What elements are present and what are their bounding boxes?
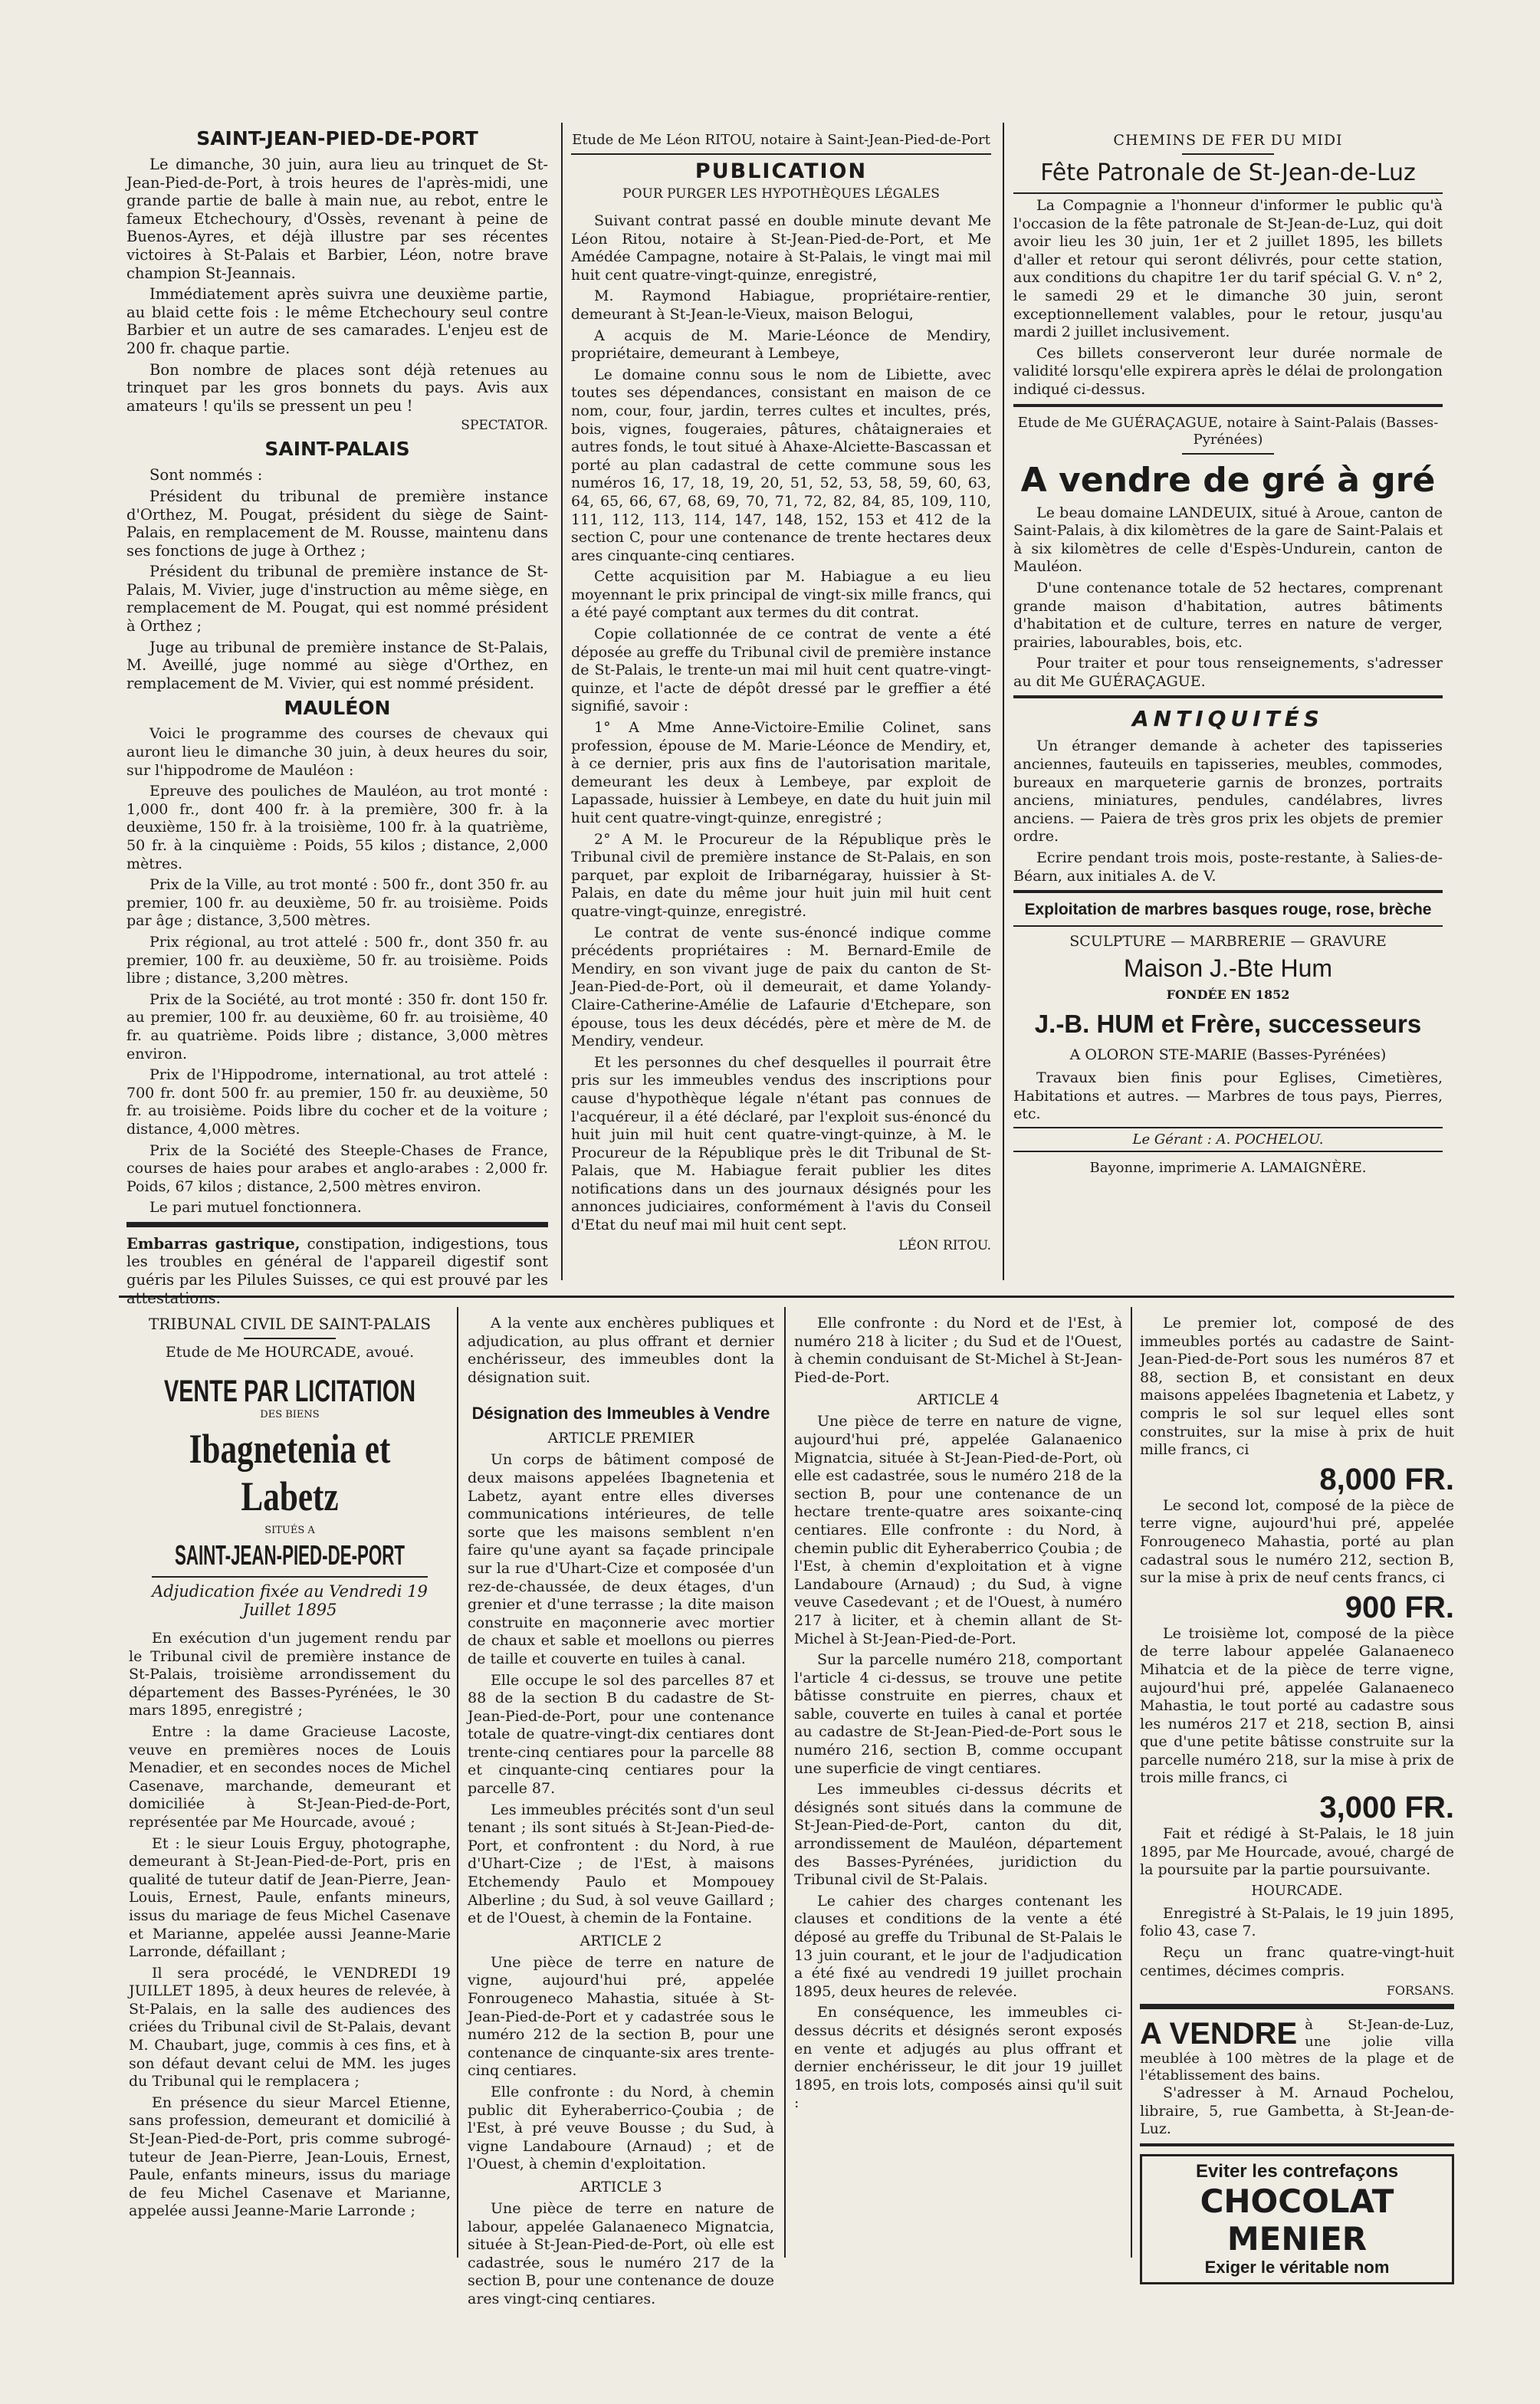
legal-paragraph: Sur la parcelle numéro 218, comportant l'article 4 ci-dessus, se trouve une petite bâtisse construite en pierres, chaux et sable, couverte en tuiles à canal et portée au cadastre de St-Jean-Pied-de-Port sous le numéro 216, section B, comme occupant une superficie de vingt centiares. [794, 1651, 1122, 1777]
notice-subtitle: POUR PURGER LES HYPOTHÈQUES LÉGALES [622, 186, 940, 202]
lot-paragraph: Le troisième lot, composé de la pièce de terre labour appelée Galanaeneco Mihatcia et de la pièce de terre vigne, aujourd'hui pré, appelée Galanaeneco Mahastia, le tout porté au cadastre sous les numéros 217 et 218, section B, ainsi que d'une petite bâtisse construite sur la parcelle numéro 218, sur la mise à prix de trois mille francs, ci [1140, 1624, 1454, 1787]
lot-paragraph: Le premier lot, composé de des immeubles portés au cadastre de Saint-Jean-Pied-de-Port sous les numéros 87 et 88, section B, et consistant en deux maisons appelées Ibagnetenia et Labetz, y compris le sol sur lequel elles sont construites, sur la mise à prix de huit mille francs, ci [1140, 1315, 1454, 1459]
legal-paragraph: Elle confronte : du Nord, à chemin public dit Eyheraberrico-Çoubia ; de l'Est, à pré veuve Bousse ; du Sud, à vigne Landaboure (Arnaud) ; et de l'Ouest, à chemin d'exploitation. [468, 2083, 774, 2173]
signature: SPECTATOR. [461, 418, 548, 434]
lot-price: 900 FR. [1345, 1590, 1454, 1624]
notice-paragraph: 1° A Mme Anne-Victoire-Emilie Colinet, sans profession, épouse de M. Marie-Léonce de Mendiry, et, à ce dernier, pris aux fins de l'autorisation maritale, demeurant les deux à Lembeye, par exploit de Lapassade, huissier à Lembeye, en date du huit juin mil huit cent quatre-vingt-quinze, enregistré ; [571, 719, 991, 826]
advert-title: A VENDRE [1140, 2017, 1298, 2051]
legal-title: Ibagnetenia et Labetz [189, 1426, 391, 1519]
bottom-column-3 [794, 1315, 1122, 2258]
bottom-column-2 [468, 1315, 774, 2307]
column-rule [784, 1307, 786, 2258]
article-title: SAINT-PALAIS [264, 438, 410, 461]
column-1 [126, 123, 548, 1307]
advert-text: à St-Jean-de-Luz, une jolie villa meublée à 100 mètres de la plage et de l'établissement des bains. [1140, 2017, 1454, 2084]
notice-paragraph: A acquis de M. Marie-Léonce de Mendiry, propriétaire, demeurant à Lembeye, [571, 327, 991, 363]
article-paragraph: Le dimanche, 30 juin, aura lieu au trinquet de St-Jean-Pied-de-Port, à trois heures de l'après-midi, une grande partie de balle à main nue, au rebot, entre le fameux Etchechoury, d'Ossès, revenant à peine de Buenos-Ayres, et déjà illustre par ses récentes victoires à St-Palais et Barbier, Léon, notre brave champion St-Jeannais. [126, 156, 548, 282]
advert-lead: Embarras gastrique, [126, 1234, 300, 1253]
advert-line: Maison J.-Bte Hum [1123, 954, 1333, 983]
legal-paragraph: Fait et rédigé à St-Palais, le 18 juin 1895, par Me Hourcade, avoué, chargé de la poursuite par la partie poursuivante. [1140, 1825, 1454, 1879]
gerant-line: Le Gérant : A. POCHELOU. [1132, 1131, 1324, 1148]
advert-line: Eviter les contrefaçons [1195, 2161, 1399, 2182]
advert-paragraph: Un étranger demande à acheter des tapisseries anciennes, fauteuils en tapisseries, meubles, commodes, bureaux en marqueterie garnis de bronzes, portraits anciens, miniatures, pendules, candélabres, livres anciens. — Paiera de très gros prix les objets de premier ordre. [1013, 737, 1443, 846]
signature: HOURCADE. [1251, 1882, 1343, 1899]
divider [1013, 404, 1443, 407]
signature: FORSANS. [1386, 1983, 1454, 1998]
advert-paragraph: Pour traiter et pour tous renseignements, s'adresser au dit Me GUÉRAÇAGUE. [1013, 655, 1443, 690]
column-rule [1003, 123, 1004, 1280]
article-title: MAULÉON [284, 697, 391, 720]
notice-paragraph: Le domaine connu sous le nom de Libiette, avec toutes ses dépendances, consistant en maison de ce nom, cour, four, jardin, terres cultes et incultes, prés, bois, vignes, fougeraies, pâtures, châtaigneraies et autres fonds, le tout situé à Ahaxe-Alciette-Bascassan et porté au plan cadastral de cette commune sous les numéros 16, 17, 18, 19, 20, 51, 52, 53, 58, 59, 60, 63, 64, 65, 66, 67, 68, 69, 70, 71, 72, 82, 84, 85, 109, 110, 111, 112, 113, 114, 147, 148, 152, 153 et 412 de la section C, pour une contenance de trente hectares deux ares cinquante-cinq centiares. [571, 366, 991, 564]
printer-line: Bayonne, imprimerie A. LAMAIGNÈRE. [1089, 1160, 1367, 1176]
lot-price: 8,000 FR. [1319, 1462, 1454, 1496]
divider [1140, 2143, 1454, 2146]
article-paragraph: Epreuve des pouliches de Mauléon, au trot monté : 1,000 fr., dont 400 fr. à la première, 300 fr. à la deuxième, 150 fr. à la troisième, 100 fr. à la quatrième, 50 fr. à la cinquième : Poids, 55 kilos ; distance, 2,000 mètres. [126, 783, 548, 872]
article-title: SAINT-JEAN-PIED-DE-PORT [196, 127, 478, 149]
divider [1140, 2004, 1454, 2009]
divider [1013, 1151, 1443, 1152]
section-title: ARTICLE 2 [580, 1932, 662, 1949]
notice-paragraph: Le contrat de vente sus-énoncé indique comme précédents propriétaires : M. Bernard-Emile de Mendiry, en son vivant juge de paix du canton de St-Jean-Pied-de-Port, où il demeurait, et dame Yolandy-Claire-Catherine-Amélie de Lafaurie d'Etchepare, son épouse, tous les deux décédés, père et mère de M. de Mendiry, vendeur. [571, 924, 991, 1050]
divider [1013, 192, 1443, 194]
advert-line: A OLORON STE-MARIE (Basses-Pyrénées) [1069, 1046, 1387, 1064]
notice-paragraph: Copie collationnée de ce contrat de vente a été déposée au greffe du Tribunal civil de première instance de St-Palais, le trente-un mai mil huit cent quatre-vingt-quinze, et l'acte de dépôt dressé par le greffier a été signifié, savoir : [571, 626, 991, 715]
advert-title: A vendre de gré à gré [1020, 460, 1436, 500]
article-paragraph: Prix de la Société des Steeple-Chases de France, courses de haies pour arabes et anglo-arabes : 2,000 fr. Poids, 67 kilos ; distance, 2,500 mètres environ. [126, 1141, 548, 1195]
column-3 [1013, 132, 1443, 1288]
adjudication-date: Adjudication fixée au Vendredi 19 Juillet 1895 [152, 1582, 428, 1619]
advert-text: constipation, indigestions, tous les troubles en général de l'appareil digestif sont guéris par les Pilules Suisses, ce qui est prouvé par les attestations. [126, 1234, 548, 1307]
notice-paragraph: M. Raymond Habiague, propriétaire-rentier, demeurant à St-Jean-le-Vieux, maison Belogui, [571, 287, 991, 323]
notice-paragraph: La Compagnie a l'honneur d'informer le public qu'à l'occasion de la fête patronale de St-Jean-de-Luz, qui doit avoir lieu les 30 juin, 1er et 2 juillet 1895, les billets d'aller et retour qui seront délivrés, pour cette station, aux conditions du chapitre 1er du tarif spécial G. V. n° 2, le samedi 29 et le dimanche 30 juin, seront exceptionnellement valables, pour le retour, jusqu'au mardi 2 juillet inclusivement. [1013, 197, 1443, 341]
article-paragraph: Le pari mutuel fonctionnera. [149, 1199, 362, 1217]
column-rule [457, 1307, 458, 2258]
legal-paragraph: Enregistré à St-Palais, le 19 juin 1895, folio 43, case 7. [1140, 1904, 1454, 1940]
advert-line: J.-B. HUM et Frère, successeurs [1034, 1010, 1422, 1039]
bottom-column-4 [1140, 1315, 1454, 2277]
legal-title: DES BIENS [260, 1409, 320, 1420]
column-rule [1131, 1307, 1132, 2258]
advert-title: Exploitation de marbres basques rouge, rose, brèche [1024, 901, 1432, 919]
advert-line: FONDÉE EN 1852 [1166, 987, 1290, 1003]
column-2 [571, 132, 991, 1288]
section-title: ARTICLE PREMIER [547, 1430, 694, 1447]
legal-paragraph: Une pièce de terre en nature de labour, appelée Galanaeneco Mignatcia, située à St-Jean-Pied-de-Port, où elle est cadastrée, sous le numéro 217 de la section B, pour une contenance de douze ares vingt-cinq centiares. [468, 2199, 774, 2307]
notice-paragraph: Ces billets conserveront leur durée normale de validité lorsqu'elle expirera après le délai de prolongation indiqué ci-dessus. [1013, 344, 1443, 398]
legal-paragraph: Reçu un franc quatre-vingt-huit centimes, décimes compris. [1140, 1944, 1454, 1979]
advert-paragraph [126, 1235, 548, 1307]
notice-paragraph: Cette acquisition par M. Habiague a eu lieu moyennant le prix principal de vingt-six mille francs, qui a été payé comptant aux termes du dit contrat. [571, 568, 991, 622]
legal-header: Etude de Me HOURCADE, avoué. [165, 1344, 415, 1361]
legal-paragraph: En présence du sieur Marcel Etienne, sans profession, demeurant et domicilié à St-Jean-Pied-de-Port, pris comme subrogé-tuteur de Jean-Pierre, Jean-Louis, Ernest, Paule, enfants mineurs, issus du mariage de feu Michel Casenave et Marianne, appelée aussi Jeanne-Marie Larronde ; [129, 2094, 451, 2220]
advert-paragraph: D'une contenance totale de 52 hectares, comprenant grande maison d'habitation, autres bâtiments d'habitation et de culture, terres en nature de verger, prairies, labourables, bois, etc. [1013, 579, 1443, 651]
legal-header: TRIBUNAL CIVIL DE SAINT-PALAIS [148, 1315, 432, 1333]
divider [1013, 925, 1443, 927]
legal-title: SAINT-JEAN-PIED-DE-PORT [174, 1539, 406, 1571]
column-rule [561, 123, 563, 1280]
article-paragraph: Prix de l'Hippodrome, international, au trot attelé : 700 fr. dont 500 fr. au premier, 150 fr. au deuxième, 50 fr. au troisième. Poids libre du cocher et de la voiture ; distance, 4,000 mètres. [126, 1066, 548, 1138]
divider [571, 153, 991, 155]
lot-price: 3,000 FR. [1319, 1791, 1454, 1825]
legal-paragraph: En exécution d'un jugement rendu par le Tribunal civil de première instance de St-Palais, troisième arrondissement du département des Basses-Pyrénées, le 30 mars 1895, enregistré ; [129, 1630, 451, 1719]
legal-paragraph: Entre : la dame Gracieuse Lacoste, veuve en premières noces de Louis Menadier, et en secondes noces de Michel Casenave, marchande, demeurant et domiciliée à St-Jean-Pied-de-Port, représentée par Me Hourcade, avoué ; [129, 1723, 451, 1831]
article-paragraph: Prix de la Ville, au trot monté : 500 fr., dont 350 fr. au premier, 100 fr. au deuxième, 50 fr. au troisième. Poids par âge ; distance, 3,500 mètres. [126, 876, 548, 930]
article-paragraph: Bon nombre de places sont déjà retenues au trinquet par les gros bonnets du pays. Avis aux amateurs ! qu'ils se pressent un peu ! [126, 360, 548, 415]
advert-line: SCULPTURE — MARBRERIE — GRAVURE [1069, 933, 1387, 951]
legal-paragraph: Le cahier des charges contenant les clauses et conditions de la vente a été déposé au greffe du Tribunal de St-Palais le 13 juin courant, et le jour de l'adjudication a été fixé au vendredi 19 juillet prochain 1895, deux heures de relevée. [794, 1892, 1122, 2000]
advert-paragraph: Travaux bien finis pour Eglises, Cimetières, Habitations et autres. — Marbres de tous pays, Pierres, etc. [1013, 1069, 1443, 1123]
legal-paragraph: A la vente aux enchères publiques et adjudication, au plus offrant et dernier enchérisseur, des immeubles dont la désignation suit. [468, 1315, 774, 1386]
legal-paragraph: Les immeubles précités sont d'un seul tenant ; ils sont situés à St-Jean-Pied-de-Port, et confrontent : du Nord, à rue d'Uhart-Cize ; de l'Est, à maisons Etchemendy Paulo et Mompouey Alberline ; du Sud, à sol veuve Gaillard ; et de l'Ouest, à chemin de la Fontaine. [468, 1801, 774, 1927]
notice-header: CHEMINS DE FER DU MIDI [1113, 132, 1343, 149]
legal-paragraph: Elle occupe le sol des parcelles 87 et 88 de la section B du cadastre de St-Jean-Pied-de-Port, pour une contenance totale de quatre-vingt-dix centiares dont trente-cinq centiares pour la parcelle 88 et cinquante-cinq centiares pour la parcelle 87. [468, 1671, 774, 1798]
legal-paragraph: Un corps de bâtiment composé de deux maisons appelées Ibagnetenia et Labetz, ayant entre elles diverses communications intérieures, de telle sorte que les maisons semblent n'en faire qu'une ayant sa façade principale sur la rue d'Uhart-Cize et composée d'un rez-de-chaussée, de deux étages, d'un grenier et d'une terrasse ; la dite maison construite en maçonnerie avec mortier de chaux et sable et moellons ou pierres de taille et couverte en tuiles à canal. [468, 1451, 774, 1667]
divider [152, 1576, 428, 1578]
legal-paragraph: En conséquence, les immeubles ci-dessus décrits et désignés seront exposés en vente et adjugés au plus offrant et dernier enchérisseur, le dit jour 19 juillet 1895, en trois lots, composés ainsi qu'il suit : [794, 2004, 1122, 2112]
advert-title: ANTIQUITÉS [1132, 706, 1324, 732]
advert-paragraph: S'adresser à M. Arnaud Pochelou, libraire, 5, rue Gambetta, à St-Jean-de-Luz. [1140, 2084, 1454, 2138]
legal-paragraph: Et : le sieur Louis Erguy, photographe, demeurant à St-Jean-Pied-de-Port, pris en qualité de tuteur datif de Jean-Pierre, Jean-Louis, Ernest, Paule, enfants mineurs, issus du mariage de feus Michel Casenave et Marianne, appelée aussi Jeanne-Marie Larronde, défaillant ; [129, 1834, 451, 1961]
article-paragraph: Sont nommés : [149, 466, 263, 484]
legal-paragraph: Une pièce de terre en nature de vigne, aujourd'hui pré, appelée Galanaenico Mignatcia, située à St-Jean-Pied-de-Port, où elle est cadastrée, sous le numéro 218 de la section B, pour une contenance de un hectare trente-quatre ares soixante-cinq centiares. Elle confronte : du Nord, à chemin public dit Eyheraberrico Çoubia ; de l'Est, à chemin d'exploitation et à vigne Landaboure (Arnaud) ; du Sud, à vigne veuve Casedevant ; et de l'Ouest, à numéro 217 à liciter, et à chemin allant de St-Michel à St-Jean-Pied-de-Port. [794, 1413, 1122, 1647]
article-paragraph: Prix régional, au trot attelé : 500 fr., dont 350 fr. au premier, 100 fr. au deuxième, 50 fr. au troisième. Poids libre ; distance, 3,200 mètres. [126, 933, 548, 987]
advert-paragraph: Le beau domaine LANDEUIX, situé à Aroue, canton de Saint-Palais, à dix kilomètres de la gare de Saint-Palais et à six kilomètres de celle d'Espès-Undurein, canton de Mauléon. [1013, 504, 1443, 576]
section-title: ARTICLE 4 [917, 1391, 1000, 1409]
article-paragraph: Président du tribunal de première instance de St-Palais, M. Vivier, juge d'instruction au même siège, en remplacement de M. Pougat, qui est nommé président à Orthez ; [126, 563, 548, 635]
divider [1013, 890, 1443, 893]
article-paragraph: Prix de la Société, au trot monté : 350 fr. dont 150 fr. au premier, 100 fr. au deuxième, 60 fr. au troisième, 40 fr. au quatrième. Poids libre ; distance, 3,000 mètres environ. [126, 990, 548, 1062]
notice-title: Fête Patronale de St-Jean-de-Luz [1040, 159, 1416, 186]
advert-line: MENIER [1226, 2220, 1368, 2258]
notice-paragraph: Suivant contrat passé en double minute devant Me Léon Ritou, notaire à St-Jean-Pied-de-Port, et Me Amédée Campagne, notaire à St-Palais, le vingt mai mil huit cent quatre-vingt-quinze, enregistré, [571, 212, 991, 284]
article-paragraph: Immédiatement après suivra une deuxième partie, au blaid cette fois : le même Etchechoury seul contre Barbier et un autre de ses camarades. L'enjeu est de 200 fr. chaque partie. [126, 285, 548, 357]
section-title: ARTICLE 3 [580, 2178, 662, 2195]
lot-paragraph: Le second lot, composé de la pièce de terre vigne, aujourd'hui pré, appelée Fonrougeneco Mahastia, porté au plan cadastral sous le numéro 212, section B, sur la mise à prix de neuf cents francs, ci [1140, 1496, 1454, 1587]
divider [1013, 695, 1443, 698]
advert-paragraph: Ecrire pendant trois mois, poste-restante, à Salies-de-Béarn, aux initiales A. de V. [1013, 849, 1443, 885]
article-paragraph: Juge au tribunal de première instance de St-Palais, M. Aveillé, juge nommé au siège d'Orthez, en remplacement de M. Vivier, qui est nommé président. [126, 638, 548, 692]
legal-paragraph: Elle confronte : du Nord et de l'Est, à numéro 218 à liciter ; du Sud et de l'Ouest, à chemin conduisant de St-Michel à St-Jean-Pied-de-Port. [794, 1315, 1122, 1386]
article-paragraph: Voici le programme des courses de chevaux qui auront lieu le dimanche 30 juin, à deux heures du soir, sur l'hippodrome de Mauléon : [126, 725, 548, 779]
divider [1182, 153, 1274, 155]
bottom-column-1 [129, 1315, 451, 2258]
advert-line: CHOCOLAT [1200, 2182, 1394, 2220]
divider [1182, 453, 1274, 455]
section-title: Désignation des Immeubles à Vendre [471, 1404, 770, 1424]
notice-title: PUBLICATION [694, 159, 868, 183]
legal-paragraph: Il sera procédé, le VENDREDI 19 JUILLET 1895, à deux heures de relevée, à St-Palais, en la salle des audiences des criées du Tribunal civil de St-Palais, devant M. Chaubart, juge, commis à ces fins, et à son défaut devant celui de MM. les juges du Tribunal qui le remplacera ; [129, 1964, 451, 2090]
legal-title: SITUÉS A [264, 1525, 315, 1536]
notice-paragraph: 2° A M. le Procureur de la République près le Tribunal civil de première instance de St-Palais, en son parquet, par exploit de Iribarnégaray, huissier à St-Palais, en date du même jour huit juin mil huit cent quatre-vingt-quinze, enregistré. [571, 830, 991, 920]
legal-paragraph: Une pièce de terre en nature de vigne, aujourd'hui pré, appelée Fonrougeneco Mahastia, située à St-Jean-Pied-de-Port et y cadastrée sous le numéro 212 de la section B, pour une contenance de cinquante-six ares trente-cinq centiares. [468, 1953, 774, 2080]
legal-title: VENTE PAR LICITATION [163, 1374, 415, 1408]
notice-paragraph: Et les personnes du chef desquelles il pourrait être pris sur les immeubles vendus des inscriptions pour cause d'hypothèque légale n'étant pas connues de l'acquéreur, il a été déclaré, par l'exploit sus-énoncé du huit juin mil huit cent quatre-vingt-quinze, à M. le Procureur de la République près le dit Tribunal de St-Palais, que M. Habiague ferait publier les dites notifications dans un des journaux désignés pour les annonces judiciaires, conformément à l'avis du Conseil d'Etat du neuf mai mil huit cent sept. [571, 1053, 991, 1234]
divider [126, 1222, 548, 1227]
signature: LÉON RITOU. [898, 1237, 991, 1253]
divider [1013, 1127, 1443, 1128]
divider [244, 1338, 336, 1339]
menier-advert [1140, 2154, 1454, 2284]
villa-advert [1140, 2017, 1454, 2084]
notice-header: Etude de Me GUÉRAÇAGUE, notaire à Saint-Palais (Basses-Pyrénées) [1017, 414, 1439, 448]
advert-line: Exiger le véritable nom [1204, 2258, 1390, 2277]
article-paragraph: Président du tribunal de première instance d'Orthez, M. Pougat, président du siège de Saint-Palais, en remplacement de M. Rousse, maintenu dans ses fonctions de juge à Orthez ; [126, 487, 548, 560]
notice-header: Etude de Me Léon RITOU, notaire à Saint-Jean-Pied-de-Port [572, 132, 990, 148]
legal-paragraph: Les immeubles ci-dessus décrits et désignés sont situés dans la commune de St-Jean-Pied-de-Port, canton du dit, arrondissement de Mauléon, département des Basses-Pyrénées, juridiction du Tribunal civil de St-Palais. [794, 1781, 1122, 1889]
